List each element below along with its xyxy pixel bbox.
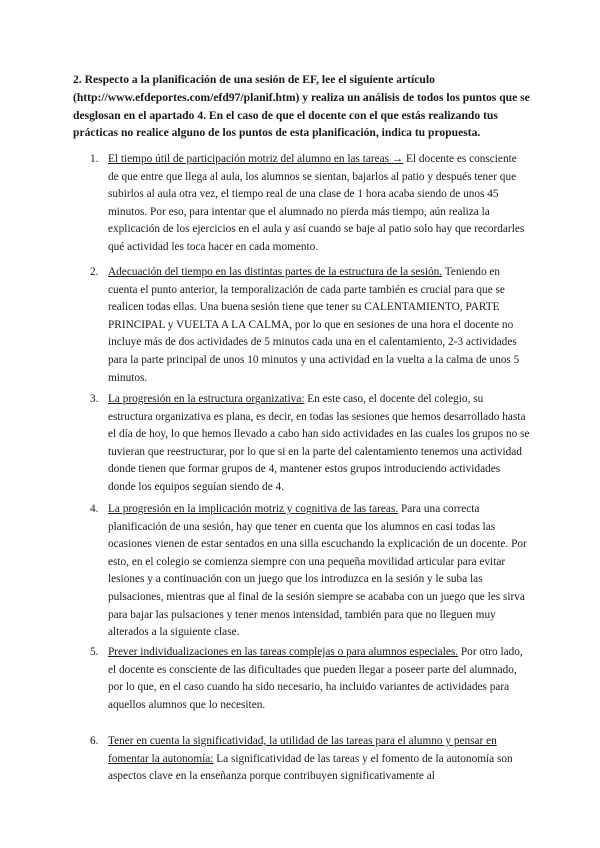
item-heading: La progresión en la implicación motriz y cognitiva de las tareas.: [108, 503, 399, 515]
item-heading: Prever individualizaciones en las tareas complejas o para alumnos especiales.: [108, 646, 459, 658]
item-text: El docente es consciente de que entre que llega al aula, los alumnos se sientan, bajarlos al patio y después tener que subirlos al aula otra vez, el tiempo real de una clase de 1 hora acaba siendo de unos 45 minutos. Por eso, para intentar que el alumnado no pierda más tiempo, aún realiza la explicación de los ejercicios en el aula y así cuando se baje al patio solo hay que recordarles qué actividad les toca hacer en cada momento.: [108, 153, 525, 253]
list-item-1: [90, 151, 530, 257]
list-number: 6.: [90, 735, 99, 747]
list-number: 4.: [90, 503, 99, 515]
list-item-2: [90, 264, 530, 387]
list-item-5: [90, 644, 530, 714]
list-number: 3.: [90, 393, 99, 405]
list-number: 5.: [90, 646, 99, 658]
list-body: [108, 733, 530, 786]
item-heading: La progresión en la estructura organizativa:: [108, 393, 305, 405]
list-body: [108, 644, 530, 714]
item-text: En este caso, el docente del colegio, su estructura organizativa es plana, es decir, en todas las sesiones que hemos desarrollado hasta el día de hoy, lo que hemos llevado a cabo han sido actividades en las cuales los grupos no se tuvieran que reestructurar, por lo que si en la parte del calentamiento tenemos una actividad donde tienen que formar grupos de 4, mantener estos grupos introduciendo actividades donde los equipos seguían siendo de 4.: [108, 393, 530, 493]
item-text: Para una correcta planificación de una sesión, hay que tener en cuenta que los alumnos en casi todas las ocasiones vienen de estar sentados en una silla escuchando la explicación de un docente. Por esto, en el colegio se comienza siempre con una pequeña movilidad articular para evitar lesiones y a continuación con un juego que los introduzca en la sesión y le suba las pulsaciones, mientras que al final de la sesión siempre se acababa con un juego que les sirva para bajar las pulsaciones y tener menos intensidad, también para que no lleguen muy alterados a la siguiente clase.: [108, 503, 527, 639]
list-item-4: [90, 501, 530, 642]
list-number: 2.: [90, 266, 99, 278]
item-text: Por otro lado, el docente es consciente de las dificultades que pueden llegar a poseer parte del alumnado, por lo que, en el caso cuando ha sido necesario, ha incluido variantes de actividades para aquellos alumnos que lo necesiten.: [108, 646, 523, 711]
list-body: [108, 501, 530, 642]
item-heading: Adecuación del tiempo en las distintas partes de la estructura de la sesión.: [108, 266, 443, 278]
list-number: 1.: [90, 153, 99, 165]
question-heading: 2. Respecto a la planificación de una sesión de EF, lee el siguiente artículo (http://www.efdeportes.com/efd97/planif.htm) y realiza un análisis de todos los puntos que se desglosan en el apartado 4. En el caso de que el docente con el que estás realizando tus prácticas no realice alguno de los puntos de esta planificación, indica tu propuesta.: [73, 73, 530, 140]
item-text: Teniendo en cuenta el punto anterior, la temporalización de cada parte también es crucial para que se realicen todas ellas. Una buena sesión tiene que tener su CALENTAMIENTO, PARTE PRINCIPAL y VUELTA A LA CALMA, por lo que en sesiones de una hora el docente no incluye más de dos actividades de 5 minutos cada una en el calentamiento, 2-3 actividades para la parte principal de unos 10 minutos y una actividad en la vuelta a la calma de unos 5 minutos.: [108, 266, 520, 384]
item-heading: El tiempo útil de participación motriz del alumno en las tareas →: [108, 153, 404, 165]
list-body: [108, 151, 530, 257]
list-item-3: [90, 391, 530, 497]
list-item-6: [90, 733, 530, 786]
item-text: La significatividad de las tareas y el fomento de la autonomía son aspectos clave en la enseñanza porque contribuyen significativamente al: [108, 752, 513, 783]
list-body: [108, 391, 530, 497]
list-body: [108, 264, 530, 387]
item-heading: Tener en cuenta la significatividad, la utilidad de las tareas para el alumno y pensar en fomentar la autonomía:: [108, 735, 497, 765]
